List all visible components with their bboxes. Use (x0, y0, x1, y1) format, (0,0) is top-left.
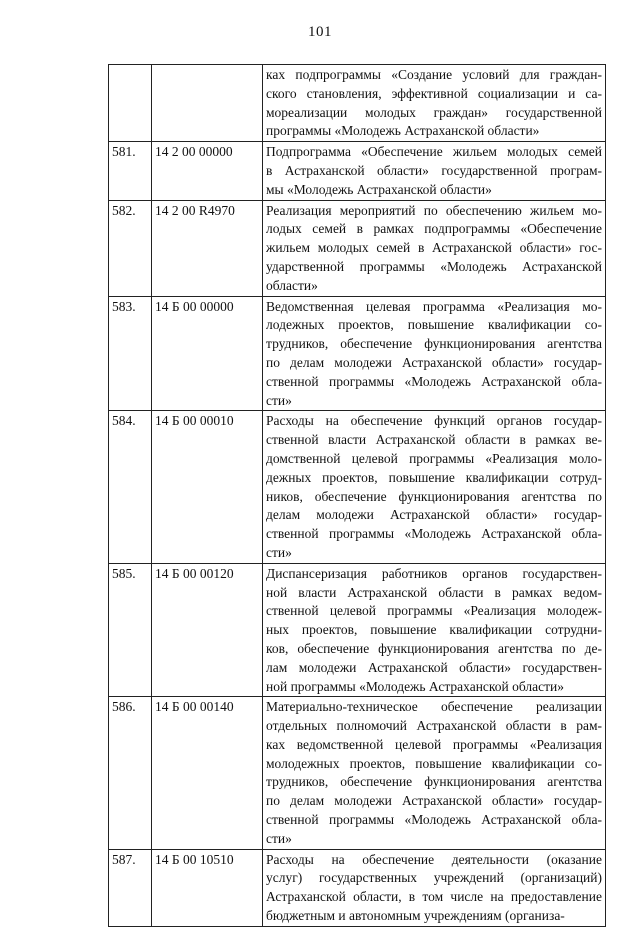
description-line: ках подпрограммы «Создание условий для граждан- (266, 67, 602, 82)
description-line: по делам молодежи Астраханской области» государ- (266, 793, 602, 809)
description-line: мореализации молодых граждан» государственной (266, 104, 602, 120)
budget-classification-table (108, 64, 606, 927)
description-line: мы «Молодежь Астраханской области» (266, 181, 492, 197)
classification-code (152, 65, 263, 142)
table-row (109, 411, 606, 563)
description-line: сти» (266, 392, 292, 408)
description-line: ственной программы «Молодежь Астраханской обла- (266, 373, 602, 389)
description-line: ной власти Астраханской области в рамках ведом- (266, 584, 602, 600)
table-row (109, 200, 606, 296)
row-number (109, 65, 152, 142)
description-line: по делам молодежи Астраханской области» государ- (266, 354, 602, 370)
description-line: ственной программы «Молодежь Астраханской обла- (266, 812, 602, 828)
description-line: молодежных проектов, повышение квалификации со- (266, 755, 602, 771)
classification-code: 14 Б 00 10510 (152, 849, 263, 926)
description-line: трудников, обеспечение функционирования агентства (266, 336, 602, 352)
description-line: лам молодежи Астраханской области» государствен- (266, 659, 602, 675)
table-row (109, 697, 606, 849)
description-line: Ведомственная целевая программа «Реализация мо- (266, 298, 602, 314)
description-line: ственной программы «Молодежь Астраханской обла- (266, 526, 602, 542)
item-description (263, 65, 606, 142)
classification-code: 14 Б 00 00140 (152, 697, 263, 849)
description-line: ственной власти Астраханской области в рамках ве- (266, 432, 602, 448)
table-row (109, 563, 606, 697)
row-number: 587. (109, 849, 152, 926)
row-number: 582. (109, 200, 152, 296)
item-description (263, 296, 606, 411)
row-number: 585. (109, 563, 152, 697)
item-description (263, 200, 606, 296)
description-line: сти» (266, 544, 292, 560)
item-description (263, 697, 606, 849)
description-line: ственной целевой программы «Реализация молодеж- (266, 603, 602, 619)
description-line: ников, обеспечение функционирования агентства по (266, 488, 602, 504)
classification-code: 14 2 00 R4970 (152, 200, 263, 296)
description-line: жильем молодых семей в Астраханской области» гос- (266, 240, 602, 256)
table-row (109, 849, 606, 926)
description-line: ского становления, эффективной социализации и са- (266, 85, 602, 101)
row-number: 584. (109, 411, 152, 563)
item-description (263, 142, 606, 200)
classification-code: 14 Б 00 00120 (152, 563, 263, 697)
description-line: Расходы на обеспечение функций органов государ- (266, 413, 602, 429)
description-line: делам молодежи Астраханской области» государ- (266, 507, 602, 523)
description-line: в Астраханской области» государственной програм- (266, 162, 602, 178)
row-number: 581. (109, 142, 152, 200)
description-line: Астраханской области, в том числе на предоставление (266, 889, 602, 905)
description-line: программы «Молодежь Астраханской области» (266, 123, 540, 139)
page-number: 101 (308, 24, 332, 40)
item-description (263, 411, 606, 563)
description-line: Материально-техническое обеспечение реализации (266, 699, 602, 715)
description-line: лодежных проектов, повышение квалификации со- (266, 317, 602, 333)
description-line: ной программы «Молодежь Астраханской области» (266, 678, 565, 694)
description-line: отдельных полномочий Астраханской области в рам- (266, 718, 602, 734)
table-row (109, 65, 606, 142)
description-line: области» (266, 277, 318, 293)
description-line: домственной целевой программы «Реализация моло- (266, 450, 602, 466)
description-line: лодых семей в рамках подпрограммы «Обеспечение (266, 221, 602, 237)
description-line: трудников, обеспечение функционирования агентства (266, 774, 602, 790)
item-description (263, 563, 606, 697)
description-line: ках ведомственной целевой программы «Реализация (266, 736, 602, 752)
description-line: Реализация мероприятий по обеспечению жильем мо- (266, 202, 602, 218)
table-row (109, 296, 606, 411)
classification-code: 14 Б 00 00000 (152, 296, 263, 411)
item-description (263, 849, 606, 926)
description-line: ных проектов, повышение квалификации сотрудни- (266, 622, 602, 638)
description-line: бюджетным и автономным учреждениям (организа- (266, 908, 565, 924)
description-line: дежных проектов, повышение квалификации сотруд- (266, 469, 602, 485)
table-row (109, 142, 606, 200)
description-line: услуг) государственных учреждений (организаций) (266, 870, 602, 886)
classification-code: 14 Б 00 00010 (152, 411, 263, 563)
description-line: сти» (266, 830, 292, 846)
classification-code: 14 2 00 00000 (152, 142, 263, 200)
row-number: 583. (109, 296, 152, 411)
description-line: ударственной программы «Молодежь Астраханской (266, 258, 602, 274)
table-body (109, 65, 606, 927)
row-number: 586. (109, 697, 152, 849)
description-line: Подпрограмма «Обеспечение жильем молодых семей (266, 144, 602, 160)
description-line: Диспансеризация работников органов государствен- (266, 565, 602, 581)
description-line: Расходы на обеспечение деятельности (оказание (266, 851, 602, 867)
description-line: ков, обеспечение функционирования агентства по де- (266, 640, 602, 656)
